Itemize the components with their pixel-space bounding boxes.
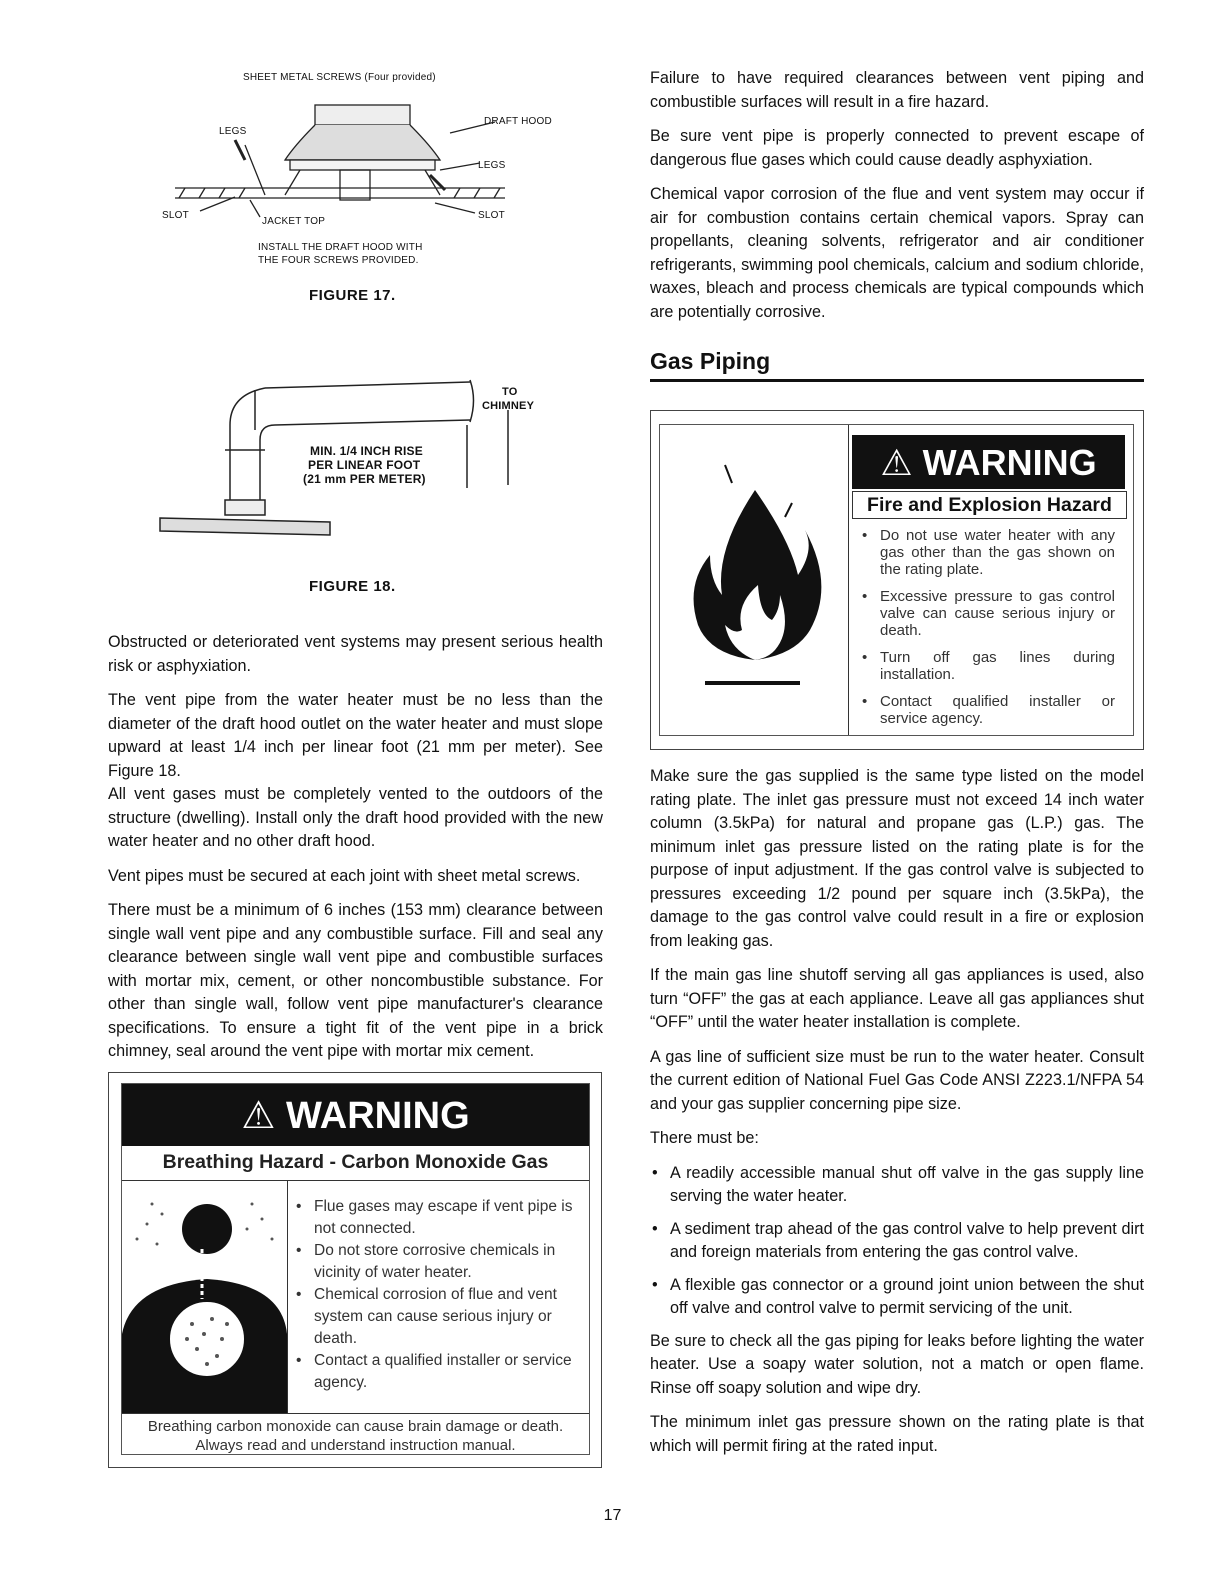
list-item: • A readily accessible manual shut off valve in the gas supply line serving the water heater. bbox=[650, 1162, 1144, 1209]
warning-fire-banner: ⚠ WARNING bbox=[852, 435, 1125, 489]
warning-fire-subtitle: Fire and Explosion Hazard bbox=[852, 491, 1127, 519]
list-item: • A flexible gas connector or a ground joint union between the shut off valve and control valve to permit servicing of the unit. bbox=[650, 1274, 1144, 1321]
fig18-to-label: TO bbox=[502, 386, 518, 398]
warning-co-box bbox=[108, 1072, 602, 1468]
divider bbox=[848, 425, 849, 735]
figure-17-caption: FIGURE 17. bbox=[309, 287, 396, 304]
paragraph: Be sure to check all the gas piping for leaks before lighting the water heater. Use a soapy water solution, not a match or open flame. Rinse off soapy solution and wipe dry. bbox=[650, 1331, 1144, 1397]
divider bbox=[122, 1413, 589, 1414]
warning-fire-box bbox=[650, 410, 1144, 750]
paragraph: Vent pipes must be secured at each joint with sheet metal screws. bbox=[108, 866, 581, 885]
list-item: • Flue gases may escape if vent pipe is not connected. bbox=[294, 1196, 579, 1240]
fig17-legs-left-label: LEGS bbox=[219, 126, 247, 137]
paragraph: The vent pipe from the water heater must be no less than the diameter of the draft hood outlet on the water heater and must slope upward at least 1/4 inch per linear foot (21 mm per meter). See Figure 18. bbox=[108, 691, 603, 780]
fig18-rise-line1: MIN. 1/4 INCH RISE bbox=[310, 444, 423, 458]
person-breathing-icon bbox=[122, 1184, 287, 1414]
fig17-install-line1: INSTALL THE DRAFT HOOD WITH bbox=[258, 242, 423, 253]
right-text bbox=[650, 765, 1144, 1458]
paragraph: The minimum inlet gas pressure shown on the rating plate is that which will permit firing at the rated input. bbox=[650, 1413, 1144, 1455]
paragraph: Make sure the gas supplied is the same type listed on the model rating plate. The inlet gas pressure must not exceed 14 inch water column (3.5kPa) for natural and propane gas (L.P.) gas. The minimum inlet gas pressure listed on the rating plate is for the purpose of input adjustment. If the gas control valve is subjected to pressures exceeding 1/2 pound per square inch (3.5kPa), the damage to the gas control valve could result in a fire or explosion from leaking gas. bbox=[650, 767, 1144, 950]
paragraph: All vent gases must be completely vented to the outdoors of the structure (dwelling). Install only the draft hood provided with the new water heater and no other draft hood. bbox=[108, 785, 603, 850]
warning-co-footer: Breathing carbon monoxide can cause brain damage or death. Always read and understand instruction manual. bbox=[147, 1418, 564, 1454]
list-item: • Excessive pressure to gas control valve can cause serious injury or death. bbox=[860, 588, 1115, 639]
paragraph: A gas line of sufficient size must be run to the water heater. Consult the current edition of National Fuel Gas Code ANSI Z223.1/NFPA 54 and your gas supplier concerning pipe size. bbox=[650, 1047, 1144, 1113]
fig17-jacket-top-label: JACKET TOP bbox=[262, 216, 326, 227]
fig18-rise-line3: (21 mm PER METER) bbox=[303, 472, 426, 486]
paragraph: Obstructed or deteriorated vent systems may present serious health risk or asphyxiation. bbox=[108, 633, 603, 675]
draft-hood-diagram bbox=[155, 85, 525, 230]
list-item: • Chemical corrosion of flue and vent system can cause serious injury or death. bbox=[294, 1284, 579, 1350]
flame-icon bbox=[680, 455, 830, 695]
list-item: • Do not store corrosive chemicals in vicinity of water heater. bbox=[294, 1240, 579, 1284]
gas-requirements-list bbox=[650, 1162, 1144, 1321]
right-top-text bbox=[650, 67, 1144, 324]
warning-co-list bbox=[294, 1196, 579, 1394]
warning-co-subtitle: Breathing Hazard - Carbon Monoxide Gas bbox=[122, 1146, 589, 1181]
paragraph: There must be: bbox=[650, 1129, 759, 1147]
fig17-draft-hood-label: DRAFT HOOD bbox=[484, 116, 552, 127]
section-title-gas-piping: Gas Piping bbox=[650, 348, 771, 374]
divider bbox=[287, 1180, 288, 1413]
section-rule bbox=[650, 379, 1144, 382]
warning-triangle-icon: ⚠ bbox=[880, 442, 913, 483]
list-item: • A sediment trap ahead of the gas control valve to help prevent dirt and foreign materials from entering the gas control valve. bbox=[650, 1218, 1144, 1265]
warning-fire-list bbox=[860, 527, 1115, 727]
paragraph: Chemical vapor corrosion of the flue and vent system may occur if air for combustion contains certain chemical vapors. Spray can propellants, cleaning solvents, refrigerator and air conditioner refrigerants, swimming pool chemicals, calcium and sodium chloride, waxes, bleach and process chemicals are typical compounds which are potentially corrosive. bbox=[650, 185, 1144, 321]
paragraph: Be sure vent pipe is properly connected to prevent escape of dangerous flue gases which could cause deadly asphyxiation. bbox=[650, 127, 1144, 169]
fig17-slot-right-label: SLOT bbox=[478, 210, 505, 221]
paragraph: Failure to have required clearances between vent piping and combustible surfaces will result in a fire hazard. bbox=[650, 69, 1144, 111]
fig17-slot-left-label: SLOT bbox=[162, 210, 189, 221]
list-item: • Contact qualified installer or service agency. bbox=[860, 693, 1115, 727]
list-item: • Turn off gas lines during installation. bbox=[860, 649, 1115, 683]
fig17-legs-right-label: LEGS bbox=[478, 160, 506, 171]
page-number: 17 bbox=[603, 1507, 622, 1524]
warning-triangle-icon: ⚠ bbox=[241, 1095, 276, 1137]
list-item: • Do not use water heater with any gas other than the gas shown on the rating plate. bbox=[860, 527, 1115, 578]
fig18-rise-line2: PER LINEAR FOOT bbox=[308, 458, 421, 472]
warning-co-banner: ⚠ WARNING bbox=[122, 1084, 589, 1146]
left-text bbox=[108, 631, 603, 1064]
paragraph: There must be a minimum of 6 inches (153 mm) clearance between single wall vent pipe and any combustible surface. Fill and seal any clearance between single wall vent pipe and combustible surfaces with mortar mix, cement, or other noncombustible substance. For other than single wall, follow vent pipe manufacturer's clearance specifications. To ensure a tight fit of the vent pipe in a brick chimney, seal around the vent pipe with mortar mix cement. bbox=[108, 901, 603, 1060]
paragraph: If the main gas line shutoff serving all gas appliances is used, also turn “OFF” the gas at each appliance. Leave all gas appliances shut “OFF” until the water heater installation is complete. bbox=[650, 966, 1144, 1031]
figure-18-caption: FIGURE 18. bbox=[309, 578, 396, 595]
fig17-install-line2: THE FOUR SCREWS PROVIDED. bbox=[258, 255, 419, 266]
list-item: • Contact a qualified installer or service agency. bbox=[294, 1350, 579, 1394]
fig17-screws-label: SHEET METAL SCREWS (Four provided) bbox=[243, 72, 436, 83]
fig18-chimney-label: CHIMNEY bbox=[482, 400, 535, 412]
